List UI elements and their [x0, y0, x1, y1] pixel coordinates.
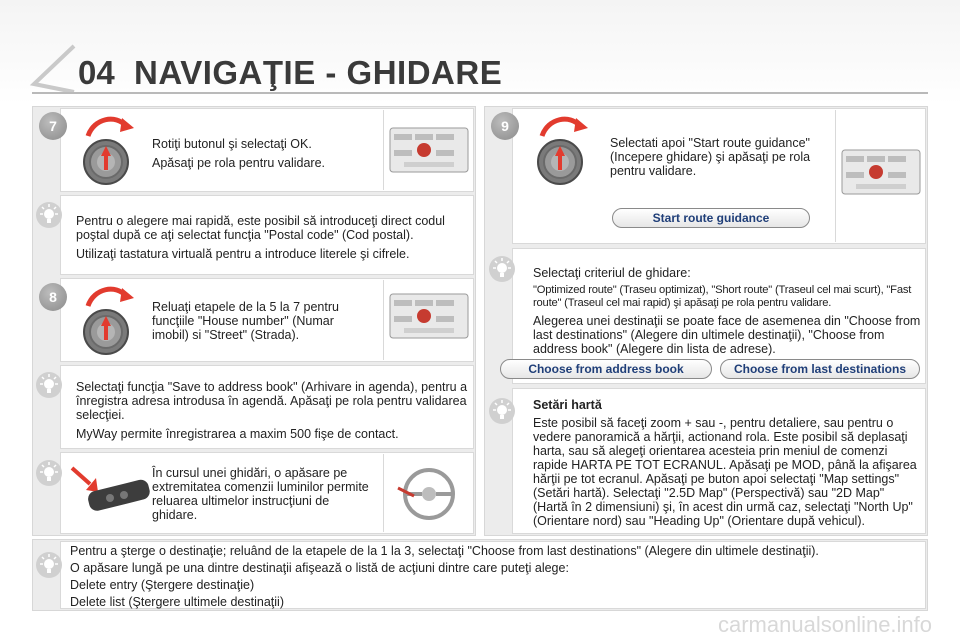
chapter-number: 04: [78, 54, 115, 91]
start-route-guidance-button[interactable]: Start route guidance: [612, 208, 810, 228]
bottom-line-3: Delete entry (Ştergere destinaţie): [70, 578, 255, 592]
chapter-chevron-icon: [28, 44, 76, 94]
tip-6-icon: [36, 552, 62, 578]
steering-wheel-thumbnail: [383, 454, 473, 532]
rotary-knob-icon: [530, 112, 590, 188]
radio-panel-thumbnail: [383, 110, 473, 190]
rotary-knob-icon: [76, 112, 136, 188]
radio-panel-thumbnail: [383, 280, 473, 360]
radio-panel-thumbnail: [835, 110, 925, 242]
tip-4-paragraph-3: Alegerea unei destinaţii se poate face de asemenea din "Choose from last destinations" (Alegere din ultimele destinaţii), "Choose from address book" (Alegere din lista de adrese).: [533, 314, 921, 356]
bottom-line-2: O apăsare lungă pe una dintre destinaţii afişează o listă de acţiuni dintre care puteţi alege:: [70, 561, 569, 575]
tip-2-paragraph-2: MyWay permite înregistrarea a maxim 500 fişe de contact.: [76, 427, 399, 441]
tip-2-paragraph-1: Selectaţi funcţia "Save to address book" (Arhivare in agenda), pentru a înregistra adresa introdusa în agendă. Apăsaţi pe rola pentru validarea selecţiei.: [76, 380, 468, 422]
tip-postal-code-text: [76, 214, 468, 266]
tip-1-icon: [36, 202, 62, 228]
tip-2-icon: [36, 372, 62, 398]
rotary-knob-icon: [76, 282, 136, 358]
step-9-badge: 9: [491, 112, 519, 140]
tip-1-paragraph-1: Pentru o alegere mai rapidă, este posibil să introduceţi direct codul poştal după ce aţi selectat funcţia "Postal code" (Cod postal).: [76, 214, 445, 242]
lights-stalk-icon: [66, 462, 152, 528]
tip-5-paragraph: Este posibil să faceţi zoom + sau -, pentru detaliere, sau pentru o vedere panoramică a hărţii, actionand rola. Este posibil să deplasaţi harta, sau să alegeţi orientarea acesteia prin meniul de comenzi rapide HARTA PE TOT ECRANUL. Apăsaţi pe MOD, până la afişarea hărţii pe tot ecranul. Apăsaţi pe buton apoi selectaţi "Map settings" (Setări hartă). Selectaţi "2.5D Map" (Perspectivă) sau "2D Map" (Hartă în 2 dimensiuni) şi, în acest din urmă caz, selectaţi "North Up" (Orientare nord) sau "Heading Up" (Orientare după vehicul).: [533, 416, 917, 528]
tip-4-icon: [489, 256, 515, 282]
step-7-line-1: Rotiţi butonul şi selectaţi OK.: [152, 137, 312, 151]
tip-3-icon: [36, 460, 62, 486]
tip-guidance-criteria-text: [533, 266, 921, 360]
tip-4-paragraph-1: Selectaţi criteriul de ghidare:: [533, 266, 691, 280]
step-7-line-2: Apăsaţi pe rola pentru validare.: [152, 156, 326, 170]
choose-from-address-book-button[interactable]: Choose from address book: [500, 359, 712, 379]
tip-address-book-text: [76, 380, 468, 446]
header-divider: [32, 92, 928, 94]
bottom-line-1: Pentru a şterge o destinaţie; reluând de la etapele de la 1 la 3, selectaţi "Choose from last destinations" (Alegere din ultimele destinaţii).: [70, 544, 819, 558]
tip-5-heading: Setări hartă: [533, 398, 602, 412]
step-7-badge: 7: [39, 112, 67, 140]
step-8-badge: 8: [39, 283, 67, 311]
tip-lights-stalk-text: În cursul unei ghidări, o apăsare pe extremitatea comenzii luminilor permite reluarea ultimelor instrucţiuni de ghidare.: [152, 466, 369, 522]
tip-1-paragraph-2: Utilizaţi tastatura virtuală pentru a introduce literele şi cifrele.: [76, 247, 410, 261]
tip-5-icon: [489, 398, 515, 424]
watermark: carmanualsonline.info: [718, 612, 933, 637]
step-8-text: Reluaţi etapele de la 5 la 7 pentru funcţiile "House number" (Numar imobil) si "Street" (Strada).: [152, 300, 339, 342]
step-7-text: [152, 137, 372, 175]
step-9-text: Selectati apoi "Start route guidance" (Incepere ghidare) şi apăsaţi pe rola pentru validare.: [610, 136, 811, 178]
bottom-text: [70, 544, 920, 610]
tip-map-settings-text: [533, 398, 919, 533]
page-title: NAVIGAŢIE - GHIDARE: [134, 54, 503, 91]
tip-4-paragraph-2: "Optimized route" (Traseu optimizat), "Short route" (Traseul cel mai scurt), "Fast route" (Traseul cel mai rapid) şi apăsaţi pe rola pentru validare.: [533, 284, 912, 309]
bottom-line-4: Delete list (Ştergere ultimele destinaţii): [70, 595, 284, 609]
choose-from-last-destinations-button[interactable]: Choose from last destinations: [720, 359, 920, 379]
